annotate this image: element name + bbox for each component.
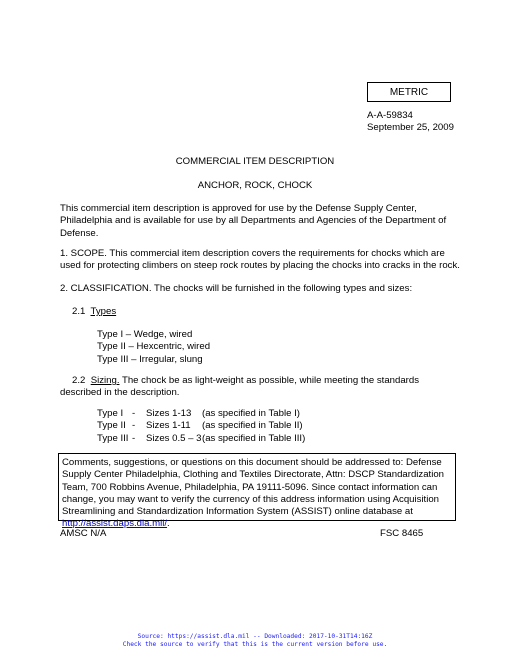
metric-label-box	[367, 82, 451, 102]
contact-notice-box	[58, 453, 456, 530]
size-type: Type II	[97, 420, 126, 432]
amsc-code: AMSC N/A	[60, 528, 107, 539]
intro-paragraph: This commercial item description is approved for use by the Defense Supply Center, Philadelphia and is available for use by all Departments and Agencies of the Department of Defense.	[60, 203, 447, 239]
document-title: COMMERCIAL ITEM DESCRIPTION	[175, 156, 335, 167]
sizing-heading: Sizing.	[90, 375, 120, 386]
size-note: (as specified in Table I)	[202, 408, 300, 419]
footer-verify-line: Check the source to verify that this is the current version before use.	[122, 640, 388, 648]
document-identifier	[367, 110, 454, 134]
size-note: (as specified in Table II)	[202, 420, 303, 432]
doc-number: A-A-59834	[367, 110, 413, 121]
size-range: Sizes 1-13	[146, 408, 192, 419]
size-range: Sizes 1-11	[146, 420, 191, 432]
types-list	[97, 329, 210, 366]
sizes-row	[97, 420, 305, 432]
types-heading-label: Types	[90, 306, 117, 317]
doc-date: September 25, 2009	[367, 122, 454, 133]
footer-source-line: Source: https://assist.dla.mil -- Downloaded: 2017-10-31T14:16Z	[137, 633, 373, 640]
size-dash: -	[132, 408, 136, 419]
scope-paragraph: 1. SCOPE. This commercial item description covers the requirements for chocks which are used for protecting climbers on steep rock routes by placing the chocks into cracks in the rock.	[60, 248, 460, 272]
notice-end: .	[167, 518, 170, 530]
document-subtitle: ANCHOR, ROCK, CHOCK	[197, 180, 313, 191]
metric-label: METRIC	[389, 86, 429, 98]
sizes-row	[97, 433, 305, 445]
type-item: Type III – Irregular, slung	[97, 353, 203, 365]
notice-text: Comments, suggestions, or questions on this document should be addressed to: Defense Supply Center Philadelphia, Clothing and Textiles Directorate, Attn: DSCP Standardization Team, 700 Robbins Avenue, Philadelphia, PA 19111-5096. Since contact information can change, you may want to verify the currency of this address information using Acquisition Streamlining and Standardization Information System (ASSIST) online database at	[62, 457, 445, 518]
size-note: (as specified in Table III)	[202, 432, 306, 444]
size-type: Type III	[97, 432, 129, 444]
size-dash: -	[132, 432, 136, 444]
sizing-number: 2.2	[72, 375, 86, 386]
size-range: Sizes 0.5 – 3	[146, 432, 202, 444]
assist-link[interactable]: http://assist.daps.dla.mil/	[62, 518, 168, 530]
type-item: Type II – Hexcentric, wired	[97, 341, 211, 353]
sizes-row	[97, 408, 305, 420]
size-type: Type I	[97, 408, 124, 419]
size-dash: -	[132, 420, 136, 432]
sizing-paragraph	[60, 375, 460, 400]
fsc-code: FSC 8465	[380, 528, 424, 539]
types-heading-number: 2.1	[72, 306, 86, 317]
types-heading	[72, 306, 116, 317]
sizes-table	[97, 408, 305, 445]
sizing-text: The chock be as light-weight as possible, while meeting the standards described in the description.	[60, 375, 420, 399]
download-footer	[0, 633, 510, 648]
type-item: Type I – Wedge, wired	[97, 329, 193, 340]
classification-paragraph: 2. CLASSIFICATION. The chocks will be furnished in the following types and sizes:	[60, 283, 413, 294]
